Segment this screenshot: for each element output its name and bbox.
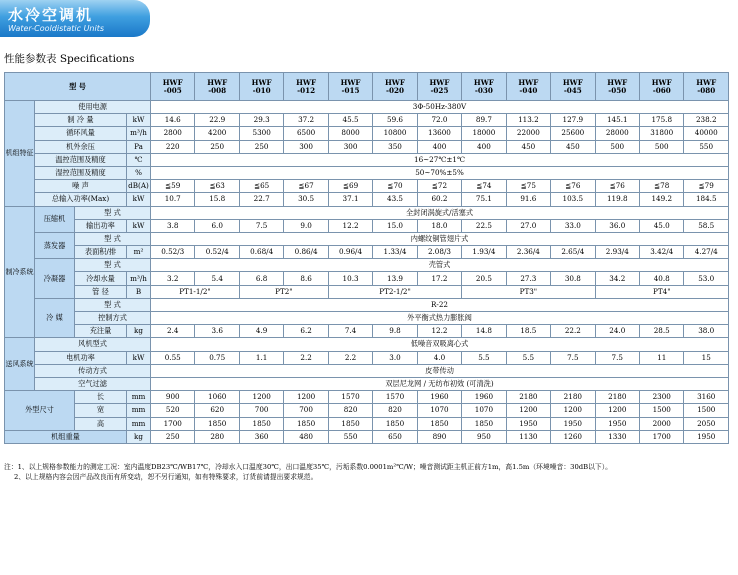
unit-cell: kW [127, 114, 151, 127]
value-cell: 450 [551, 140, 595, 153]
value-cell: 27.3 [506, 272, 550, 285]
param-label: 冷却水量 [75, 272, 127, 285]
value-cell: 2.65/4 [551, 246, 595, 259]
unit-cell: kg [127, 325, 151, 338]
param-label: 型 式 [75, 298, 151, 311]
value-cell: 650 [373, 430, 417, 443]
value-cell: 28.5 [640, 325, 684, 338]
banner-title: 水冷空调机 [8, 6, 94, 24]
value-cell: 360 [239, 430, 283, 443]
table-row [5, 404, 729, 417]
param-label: 湿控范围及精度 [35, 166, 127, 179]
value-cell: 6500 [284, 127, 328, 140]
value-cell: 45.5 [328, 114, 372, 127]
category-fan: 送风系统 [5, 338, 35, 391]
value-cell: 38.0 [684, 325, 729, 338]
value-cell: ≦74 [462, 180, 506, 193]
value-cell: 2.2 [328, 351, 372, 364]
value-cell: 1200 [551, 404, 595, 417]
value-cell: 145.1 [595, 114, 639, 127]
value-cell: ≦76 [551, 180, 595, 193]
value-cell: 1950 [551, 417, 595, 430]
value-cell: 7.5 [551, 351, 595, 364]
value-cell: 24.0 [595, 325, 639, 338]
value-cell: 4.27/4 [684, 246, 729, 259]
value-cell: 20.5 [462, 272, 506, 285]
value-cell: ≦59 [151, 180, 195, 193]
value-cell: 5.5 [462, 351, 506, 364]
value-cell: ≦67 [284, 180, 328, 193]
table-row [5, 166, 729, 179]
param-label: 宽 [75, 404, 127, 417]
value-cell: 8.6 [284, 272, 328, 285]
value-cell: 13.9 [373, 272, 417, 285]
span-value: 低噪音双吸离心式 [151, 338, 729, 351]
value-cell: 890 [417, 430, 461, 443]
unit-cell: dB(A) [127, 180, 151, 193]
value-cell: 149.2 [640, 193, 684, 206]
value-cell: 3.6 [195, 325, 239, 338]
param-label: 型 式 [75, 259, 151, 272]
value-cell: 6.8 [239, 272, 283, 285]
value-cell: 13600 [417, 127, 461, 140]
value-cell: 8000 [328, 127, 372, 140]
param-label: 充注量 [75, 325, 127, 338]
model-name: HWF -050 [595, 73, 639, 101]
value-cell: 175.8 [640, 114, 684, 127]
table-row [5, 153, 729, 166]
unit-cell: % [127, 166, 151, 179]
param-label: 控制方式 [75, 312, 151, 325]
value-cell: 10.7 [151, 193, 195, 206]
value-cell: 91.6 [506, 193, 550, 206]
value-cell: 89.7 [462, 114, 506, 127]
value-cell: 1.1 [239, 351, 283, 364]
value-cell: 3.2 [151, 272, 195, 285]
table-row [5, 430, 729, 443]
value-cell: 1060 [195, 391, 239, 404]
value-cell: 40000 [684, 127, 729, 140]
table-row [5, 193, 729, 206]
value-cell: 22.9 [195, 114, 239, 127]
model-header-label: 型 号 [5, 73, 151, 101]
param-label: 噪 声 [35, 180, 127, 193]
model-name: HWF -010 [239, 73, 283, 101]
unit-cell: ℃ [127, 153, 151, 166]
value-cell: 1200 [506, 404, 550, 417]
value-cell: 220 [151, 140, 195, 153]
table-row [5, 298, 729, 311]
table-row [5, 285, 729, 298]
value-cell: 1960 [417, 391, 461, 404]
param-label: 使用电源 [35, 101, 151, 114]
title-banner [0, 0, 150, 37]
model-name: HWF -012 [284, 73, 328, 101]
span-value: 3Φ-50Hz-380V [151, 101, 729, 114]
value-cell: 1850 [328, 417, 372, 430]
value-cell: 0.96/4 [328, 246, 372, 259]
value-cell: 3.42/4 [640, 246, 684, 259]
value-cell: 27.0 [506, 219, 550, 232]
value-cell: 2180 [506, 391, 550, 404]
value-cell: 7.4 [328, 325, 372, 338]
value-cell: 4200 [195, 127, 239, 140]
value-cell: 9.0 [284, 219, 328, 232]
value-cell: 1.93/4 [462, 246, 506, 259]
value-cell: 12.2 [328, 219, 372, 232]
value-cell: 33.0 [551, 219, 595, 232]
value-cell: 1.33/4 [373, 246, 417, 259]
span-value: 双层尼龙网 / 无纺布初效 (可清洗) [151, 377, 729, 390]
value-cell: 22.5 [462, 219, 506, 232]
value-cell: 2.93/4 [595, 246, 639, 259]
span-value: 外平衡式热力膨胀阀 [151, 312, 729, 325]
param-label: 机组重量 [5, 430, 127, 443]
value-cell: 29.3 [239, 114, 283, 127]
value-cell: 34.2 [595, 272, 639, 285]
value-cell: 700 [239, 404, 283, 417]
param-label: 型 式 [75, 232, 151, 245]
table-row [5, 140, 729, 153]
value-cell: 0.86/4 [284, 246, 328, 259]
value-cell: 28000 [595, 127, 639, 140]
value-cell: 22.2 [551, 325, 595, 338]
param-label: 电机功率 [35, 351, 127, 364]
value-cell: 3.8 [151, 219, 195, 232]
span-value: 皮带传动 [151, 364, 729, 377]
value-cell: ≦63 [195, 180, 239, 193]
table-row [5, 312, 729, 325]
param-label: 循环风量 [35, 127, 127, 140]
table-row [5, 391, 729, 404]
value-cell: 0.68/4 [239, 246, 283, 259]
value-cell: 4.9 [239, 325, 283, 338]
value-cell: 75.1 [462, 193, 506, 206]
table-row [5, 114, 729, 127]
value-cell: 22000 [506, 127, 550, 140]
group-label: 外型尺寸 [5, 391, 75, 431]
value-cell: 400 [462, 140, 506, 153]
value-cell: 60.2 [417, 193, 461, 206]
value-cell: 45.0 [640, 219, 684, 232]
table-row [5, 73, 729, 101]
value-cell: 2180 [595, 391, 639, 404]
span-value: R-22 [151, 298, 729, 311]
value-cell: 2300 [640, 391, 684, 404]
model-name: HWF -080 [684, 73, 729, 101]
category-refrig: 制冷系统 [5, 206, 35, 338]
unit-cell: mm [127, 404, 151, 417]
value-cell: 0.55 [151, 351, 195, 364]
value-cell: 700 [284, 404, 328, 417]
value-cell: 5.4 [195, 272, 239, 285]
span-value: 16~27℃±1℃ [151, 153, 729, 166]
value-cell: 15.8 [195, 193, 239, 206]
value-cell: 520 [151, 404, 195, 417]
value-cell: 59.6 [373, 114, 417, 127]
value-cell: 1070 [462, 404, 506, 417]
value-cell: 1500 [640, 404, 684, 417]
param-label: 总输入功率(Max) [35, 193, 127, 206]
model-name: HWF -060 [640, 73, 684, 101]
value-cell: 36.0 [595, 219, 639, 232]
table-row [5, 351, 729, 364]
model-name: HWF -005 [151, 73, 195, 101]
value-cell: 6.0 [195, 219, 239, 232]
param-label: 机外余压 [35, 140, 127, 153]
span-value: 全封闭涡旋式/活塞式 [151, 206, 729, 219]
value-cell: 119.8 [595, 193, 639, 206]
value-cell: 2800 [151, 127, 195, 140]
model-name: HWF -030 [462, 73, 506, 101]
value-cell: 5.5 [506, 351, 550, 364]
unit-cell: mm [127, 391, 151, 404]
value-cell: 15.0 [373, 219, 417, 232]
value-cell: 250 [239, 140, 283, 153]
value-cell: 0.75 [195, 351, 239, 364]
value-cell: 1950 [506, 417, 550, 430]
value-cell: 1960 [462, 391, 506, 404]
spec-table [4, 72, 729, 444]
banner-subtitle: Water-Cooldistatic Units [8, 24, 105, 33]
value-cell: 280 [195, 430, 239, 443]
value-cell: ≦78 [640, 180, 684, 193]
value-cell: ≦70 [373, 180, 417, 193]
value-cell: 450 [506, 140, 550, 153]
value-cell: 820 [328, 404, 372, 417]
value-cell: 1570 [373, 391, 417, 404]
value-cell: 31800 [640, 127, 684, 140]
param-label: 高 [75, 417, 127, 430]
value-cell: 6.2 [284, 325, 328, 338]
param-label: 空气过滤 [35, 377, 151, 390]
table-row [5, 232, 729, 245]
value-cell: 820 [373, 404, 417, 417]
unit-cell: m³/h [127, 272, 151, 285]
unit-cell: mm [127, 417, 151, 430]
param-label: 长 [75, 391, 127, 404]
value-cell: 1850 [373, 417, 417, 430]
param-label: 风机型式 [35, 338, 151, 351]
span-value: 壳管式 [151, 259, 729, 272]
note-2: 2、以上规格内容会因产品改良而有所变动，恕不另行通知，如有特殊要求，订货前请提出要求规范。 [14, 473, 318, 481]
table-row [5, 219, 729, 232]
value-cell: 1700 [640, 430, 684, 443]
value-cell: 0.52/3 [151, 246, 195, 259]
value-cell: 2.4 [151, 325, 195, 338]
table-row [5, 338, 729, 351]
value-cell: 58.5 [684, 219, 729, 232]
model-name: HWF -015 [328, 73, 372, 101]
table-row [5, 206, 729, 219]
value-cell: 250 [195, 140, 239, 153]
notes [4, 462, 734, 482]
table-row [5, 325, 729, 338]
value-cell: 1850 [462, 417, 506, 430]
param-label: 制 冷 量 [35, 114, 127, 127]
category-machine: 机组特征 [5, 101, 35, 207]
model-name: HWF -008 [195, 73, 239, 101]
value-cell: ≦65 [239, 180, 283, 193]
value-cell: 184.5 [684, 193, 729, 206]
param-label: 输出功率 [75, 219, 127, 232]
table-row [5, 272, 729, 285]
value-cell: ≦75 [506, 180, 550, 193]
value-cell: 1200 [284, 391, 328, 404]
value-cell: 300 [328, 140, 372, 153]
unit-cell: m³/h [127, 127, 151, 140]
value-cell: 1200 [595, 404, 639, 417]
value-cell: 30.8 [551, 272, 595, 285]
value-cell: ≦69 [328, 180, 372, 193]
value-cell: 550 [328, 430, 372, 443]
value-cell: ≦72 [417, 180, 461, 193]
group-label: 蒸发器 [35, 232, 75, 258]
value-cell: 2050 [684, 417, 729, 430]
value-cell: 40.8 [640, 272, 684, 285]
value-cell: 127.9 [551, 114, 595, 127]
value-cell: 17.2 [417, 272, 461, 285]
value-cell: 103.5 [551, 193, 595, 206]
model-name: HWF -020 [373, 73, 417, 101]
unit-cell: kW [127, 193, 151, 206]
value-cell: 2000 [640, 417, 684, 430]
value-cell: 15 [684, 351, 729, 364]
value-cell: 7.5 [595, 351, 639, 364]
value-cell: 12.2 [417, 325, 461, 338]
group-label: 冷凝器 [35, 259, 75, 299]
value-cell: 2.36/4 [506, 246, 550, 259]
value-cell: 18000 [462, 127, 506, 140]
value-cell: 2180 [551, 391, 595, 404]
value-cell: 18.0 [417, 219, 461, 232]
value-cell: 1200 [239, 391, 283, 404]
table-row [5, 259, 729, 272]
table-row [5, 364, 729, 377]
value-cell: 950 [462, 430, 506, 443]
value-cell: 550 [684, 140, 729, 153]
value-cell: 72.0 [417, 114, 461, 127]
span-value: 内螺纹铜管翅片式 [151, 232, 729, 245]
value-cell: 37.2 [284, 114, 328, 127]
value-cell: 1260 [551, 430, 595, 443]
param-label: 表面积/排 [75, 246, 127, 259]
value-cell: 25600 [551, 127, 595, 140]
value-cell: 3160 [684, 391, 729, 404]
span-value: 50~70%±5% [151, 166, 729, 179]
value-cell: 1850 [239, 417, 283, 430]
value-cell: 1130 [506, 430, 550, 443]
value-cell: 10800 [373, 127, 417, 140]
value-cell: 300 [284, 140, 328, 153]
value-cell: ≦76 [595, 180, 639, 193]
value-cell: 1850 [195, 417, 239, 430]
value-cell: 10.3 [328, 272, 372, 285]
table-row [5, 417, 729, 430]
unit-cell: kW [127, 219, 151, 232]
value-cell: 43.5 [373, 193, 417, 206]
section-title: 性能参数表 Specifications [4, 53, 135, 65]
value-cell: PT1-1/2" [151, 285, 240, 298]
param-label: 管 径 [75, 285, 127, 298]
unit-cell: kg [127, 430, 151, 443]
value-cell: 1850 [284, 417, 328, 430]
table-row [5, 377, 729, 390]
value-cell: 37.1 [328, 193, 372, 206]
value-cell: 500 [640, 140, 684, 153]
value-cell: 3.0 [373, 351, 417, 364]
value-cell: PT3" [462, 285, 595, 298]
value-cell: 1570 [328, 391, 372, 404]
model-name: HWF -040 [506, 73, 550, 101]
value-cell: ≦79 [684, 180, 729, 193]
value-cell: 0.52/4 [195, 246, 239, 259]
value-cell: 400 [417, 140, 461, 153]
value-cell: 238.2 [684, 114, 729, 127]
param-label: 型 式 [75, 206, 151, 219]
group-label: 冷 媒 [35, 298, 75, 338]
value-cell: 2.08/3 [417, 246, 461, 259]
value-cell: PT2" [239, 285, 328, 298]
value-cell: 14.8 [462, 325, 506, 338]
model-name: HWF -045 [551, 73, 595, 101]
param-label: 温控范围及精度 [35, 153, 127, 166]
value-cell: 14.6 [151, 114, 195, 127]
value-cell: 113.2 [506, 114, 550, 127]
group-label: 压缩机 [35, 206, 75, 232]
unit-cell: Pa [127, 140, 151, 153]
unit-cell: B [127, 285, 151, 298]
value-cell: 250 [151, 430, 195, 443]
value-cell: 1500 [684, 404, 729, 417]
value-cell: 620 [195, 404, 239, 417]
value-cell: 900 [151, 391, 195, 404]
value-cell: 480 [284, 430, 328, 443]
unit-cell: m² [127, 246, 151, 259]
value-cell: 1950 [595, 417, 639, 430]
value-cell: 7.5 [239, 219, 283, 232]
value-cell: 11 [640, 351, 684, 364]
value-cell: 500 [595, 140, 639, 153]
table-row [5, 246, 729, 259]
table-row [5, 180, 729, 193]
model-name: HWF -025 [417, 73, 461, 101]
value-cell: 30.5 [284, 193, 328, 206]
value-cell: 5300 [239, 127, 283, 140]
value-cell: 18.5 [506, 325, 550, 338]
table-row [5, 101, 729, 114]
value-cell: 2.2 [284, 351, 328, 364]
value-cell: 53.0 [684, 272, 729, 285]
value-cell: 9.8 [373, 325, 417, 338]
value-cell: 350 [373, 140, 417, 153]
value-cell: PT4" [595, 285, 728, 298]
unit-cell: kW [127, 351, 151, 364]
value-cell: 1070 [417, 404, 461, 417]
note-1: 注：1、以上规格参数能力的测定工况：室内温度DB23℃/WB17℃，冷却水入口温度30℃，出口温度35℃，污垢系数0.0001m²℃/W；噪音测试距主机正前方1m，高1.5m（环境噪音：30dB以下）。 [4, 463, 612, 471]
value-cell: 22.7 [239, 193, 283, 206]
value-cell: 1330 [595, 430, 639, 443]
value-cell: 1950 [684, 430, 729, 443]
param-label: 传动方式 [35, 364, 151, 377]
value-cell: 1850 [417, 417, 461, 430]
value-cell: 4.0 [417, 351, 461, 364]
value-cell: 1700 [151, 417, 195, 430]
value-cell: PT2-1/2" [328, 285, 461, 298]
table-row [5, 127, 729, 140]
